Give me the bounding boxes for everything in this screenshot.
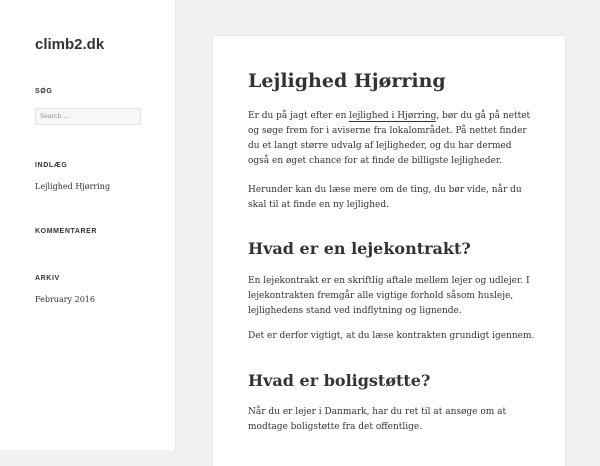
intro-text-after: , bør du gå på nettet og søge frem for i aviserne fra lokalområdet. På nettet finder du et langt større udvalg af lejligheder, og du har dermed også en øget chance for at finde de billigste lejligheder.	[248, 111, 531, 166]
heading-lejekontrakt: Hvad er en lejekontrakt?	[248, 239, 471, 258]
sidebar	[0, 0, 175, 450]
comments-widget-heading: KOMMENTARER	[35, 228, 98, 235]
article-paragraph-3: En lejekontrakt er en skriftlig aftale mellem lejer og udlejer. I lejekontrakten fremgår alle vigtige forhold såsom husleje, lejlighedens stand ved indflytning og lignende.	[248, 276, 530, 316]
posts-widget-heading: INDLÆG	[35, 162, 68, 169]
heading-boligstotte: Hvad er boligstøtte?	[248, 371, 431, 390]
site-title-link[interactable]: climb2.dk	[35, 36, 105, 53]
search-input[interactable]: Search …	[35, 108, 141, 125]
article-title: Lejlighed Hjørring	[248, 70, 446, 92]
article-paragraph-5: Når du er lejer i Danmark, har du ret til at ansøge om at modtage boligstøtte fra det offentlige.	[248, 407, 507, 432]
intro-text-before: Er du på jagt efter en	[248, 111, 350, 121]
archive-widget-heading: ARKIV	[35, 275, 60, 282]
article-paragraph-2: Herunder kan du læse mere om de ting, du bør vide, når du skal til at finde en ny lejlighed.	[248, 185, 522, 210]
article-paragraph-intro	[248, 109, 535, 169]
article	[213, 36, 565, 466]
post-link-lejlighed-hjorring[interactable]: Lejlighed Hjørring	[35, 182, 111, 191]
lejlighed-hjorring-link[interactable]: lejlighed i Hjørring	[349, 111, 437, 121]
archive-link-february-2016[interactable]: February 2016	[35, 295, 95, 304]
search-widget-heading: SØG	[35, 88, 53, 95]
article-paragraph-4: Det er derfor vigtigt, at du læse kontrakten grundigt igennem.	[248, 331, 535, 341]
